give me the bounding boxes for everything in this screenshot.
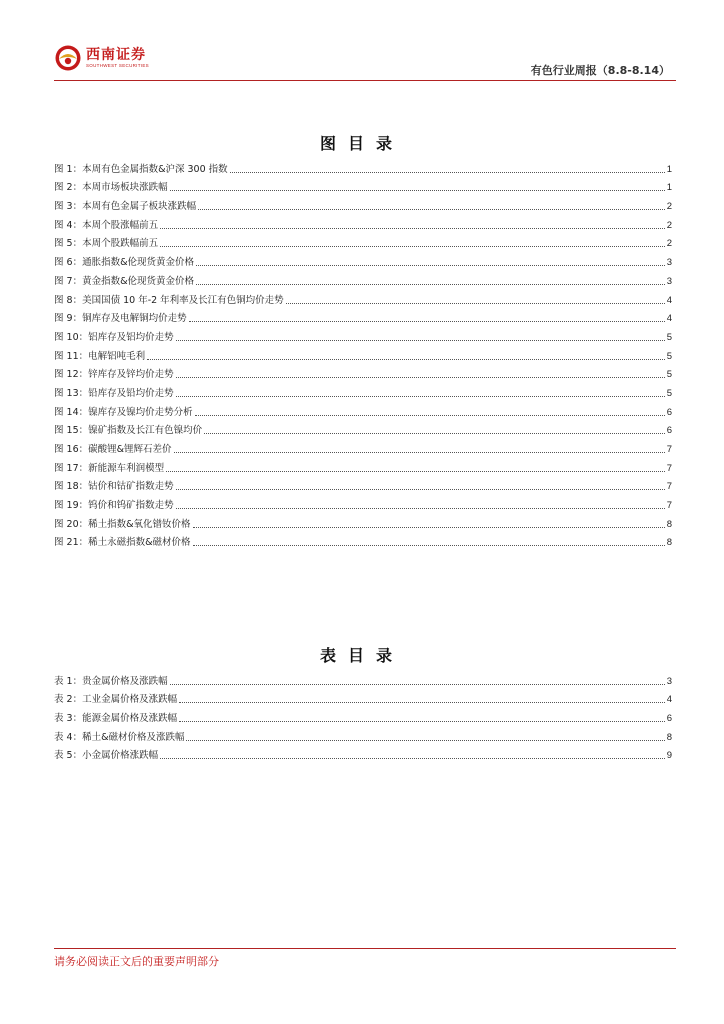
toc-entry-page[interactable]: 5 xyxy=(666,331,672,343)
toc-entry-label[interactable]: 图 3：本周有色金属子板块涨跌幅 xyxy=(54,201,197,213)
toc-entry[interactable] xyxy=(54,325,672,344)
toc-dot-leader xyxy=(160,228,665,229)
toc-entry-page[interactable]: 3 xyxy=(666,675,672,687)
toc-entry-label[interactable]: 图 9：铜库存及电解铜均价走势 xyxy=(54,313,187,325)
toc-entry-label[interactable]: 图 12：锌库存及锌均价走势 xyxy=(54,369,174,381)
header-divider xyxy=(54,80,676,81)
toc-dot-leader xyxy=(204,433,665,434)
toc-entry-page[interactable]: 7 xyxy=(666,444,672,455)
toc-entry[interactable] xyxy=(54,419,672,438)
toc-entry-label[interactable]: 图 13：铅库存及铅均价走势 xyxy=(54,387,174,399)
toc-entry-page[interactable]: 8 xyxy=(666,518,672,530)
figures-toc-title: 图目录 xyxy=(319,134,404,153)
toc-entry-label[interactable]: 图 14：镍库存及镍均价走势分析 xyxy=(54,406,193,418)
toc-entry-label[interactable]: 图 20：稀土指数&氧化镨钕价格 xyxy=(54,518,191,530)
toc-entry-label[interactable]: 图 6：通胀指数&伦现货黄金价格 xyxy=(54,257,194,269)
toc-entry[interactable] xyxy=(54,381,672,400)
toc-dot-leader xyxy=(195,415,665,416)
toc-entry[interactable] xyxy=(54,531,672,550)
toc-dot-leader xyxy=(196,265,665,266)
toc-entry-page[interactable]: 5 xyxy=(666,369,672,381)
report-title: 有色行业周报（8.8-8.14） xyxy=(530,64,670,77)
toc-entry[interactable] xyxy=(54,307,672,326)
toc-entry[interactable] xyxy=(54,706,672,725)
toc-entry-label[interactable]: 图 11：电解铝吨毛利 xyxy=(54,350,146,362)
toc-dot-leader xyxy=(179,702,665,703)
toc-entry-page[interactable]: 4 xyxy=(666,694,672,706)
toc-entry-page[interactable]: 3 xyxy=(666,257,672,269)
toc-dot-leader xyxy=(147,359,665,360)
tables-toc-title: 表目录 xyxy=(319,646,404,665)
toc-entry-label[interactable]: 图 16：碳酸锂&锂辉石差价 xyxy=(54,444,172,455)
toc-dot-leader xyxy=(160,246,665,247)
toc-entry[interactable] xyxy=(54,437,672,456)
toc-dot-leader xyxy=(176,489,665,490)
toc-entry-label[interactable]: 图 17：新能源车利润模型 xyxy=(54,462,165,474)
toc-dot-leader xyxy=(198,209,665,210)
toc-entry-label[interactable]: 图 19：钨价和钨矿指数走势 xyxy=(54,500,174,512)
toc-entry-page[interactable]: 7 xyxy=(666,462,672,474)
toc-entry-label[interactable]: 表 4：稀土&磁材价格及涨跌幅 xyxy=(54,731,185,743)
toc-dot-leader xyxy=(170,684,665,685)
toc-entry-page[interactable]: 8 xyxy=(666,537,672,549)
toc-entry[interactable] xyxy=(54,213,672,232)
toc-entry[interactable] xyxy=(54,344,672,363)
toc-dot-leader xyxy=(176,377,665,378)
toc-entry-label[interactable]: 图 7：黄金指数&伦现货黄金价格 xyxy=(54,275,194,287)
toc-entry[interactable] xyxy=(54,269,672,288)
toc-entry[interactable] xyxy=(54,288,672,307)
toc-entry-page[interactable]: 5 xyxy=(666,350,672,362)
footer-disclaimer: 请务必阅读正文后的重要声明部分 xyxy=(54,955,219,968)
toc-entry-page[interactable]: 6 xyxy=(666,425,672,437)
toc-dot-leader xyxy=(189,321,665,322)
toc-entry-label[interactable]: 图 15：镍矿指数及长江有色镍均价 xyxy=(54,425,203,437)
toc-entry-page[interactable]: 1 xyxy=(666,163,672,175)
toc-entry[interactable] xyxy=(54,493,672,512)
toc-entry-page[interactable]: 7 xyxy=(666,500,672,512)
toc-entry-page[interactable]: 1 xyxy=(666,182,672,194)
toc-entry-label[interactable]: 表 1：贵金属价格及涨跌幅 xyxy=(54,675,168,687)
toc-entry-label[interactable]: 图 8：美国国债 10 年-2 年利率及长江有色铜均价走势 xyxy=(54,294,284,306)
toc-dot-leader xyxy=(193,545,665,546)
toc-dot-leader xyxy=(193,527,665,528)
toc-entry[interactable] xyxy=(54,194,672,213)
company-logo xyxy=(54,44,149,72)
toc-entry[interactable] xyxy=(54,157,672,176)
toc-entry-page[interactable]: 2 xyxy=(666,219,672,231)
toc-entry-page[interactable]: 5 xyxy=(666,387,672,399)
toc-entry[interactable] xyxy=(54,669,672,688)
toc-entry[interactable] xyxy=(54,363,672,382)
toc-dot-leader xyxy=(196,284,665,285)
toc-entry[interactable] xyxy=(54,475,672,494)
toc-entry[interactable] xyxy=(54,176,672,195)
toc-entry[interactable] xyxy=(54,725,672,744)
toc-entry[interactable] xyxy=(54,688,672,707)
toc-entry-page[interactable]: 4 xyxy=(666,294,672,306)
toc-entry-page[interactable]: 8 xyxy=(666,731,672,743)
toc-entry[interactable] xyxy=(54,232,672,251)
logo-text-en: SOUTHWEST SECURITIES xyxy=(86,63,149,68)
toc-dot-leader xyxy=(179,721,665,722)
toc-entry-label[interactable]: 表 5：小金属价格涨跌幅 xyxy=(54,750,159,762)
tables-toc-list xyxy=(54,669,672,762)
toc-dot-leader xyxy=(160,758,665,759)
toc-entry-label[interactable]: 图 2：本周市场板块涨跌幅 xyxy=(54,182,168,194)
logo-emblem-icon xyxy=(54,44,82,72)
toc-entry-page[interactable]: 2 xyxy=(666,238,672,250)
toc-dot-leader xyxy=(176,396,665,397)
toc-entry[interactable] xyxy=(54,512,672,531)
toc-entry-page[interactable]: 6 xyxy=(666,713,672,725)
page-header xyxy=(0,0,724,84)
figures-toc-list xyxy=(54,157,672,549)
toc-entry[interactable] xyxy=(54,744,672,763)
toc-dot-leader xyxy=(286,303,665,304)
toc-entry-label[interactable]: 图 5：本周个股跌幅前五 xyxy=(54,238,159,250)
toc-dot-leader xyxy=(230,172,665,173)
toc-entry-label[interactable]: 图 4：本周个股涨幅前五 xyxy=(54,219,159,231)
toc-entry-label[interactable]: 图 1：本周有色金属指数&沪深 300 指数 xyxy=(54,163,228,175)
toc-entry[interactable] xyxy=(54,456,672,475)
toc-dot-leader xyxy=(170,190,665,191)
toc-entry[interactable] xyxy=(54,250,672,269)
toc-entry[interactable] xyxy=(54,400,672,419)
toc-dot-leader xyxy=(166,471,665,472)
toc-entry-page[interactable]: 2 xyxy=(666,201,672,213)
toc-dot-leader xyxy=(176,508,665,509)
toc-dot-leader xyxy=(186,740,664,741)
logo-text-cn: 西南证券 xyxy=(86,47,146,63)
toc-entry-label[interactable]: 表 3：能源金属价格及涨跌幅 xyxy=(54,713,178,725)
toc-entry-page[interactable]: 4 xyxy=(666,313,672,325)
toc-entry-label[interactable]: 图 21：稀土永磁指数&磁材价格 xyxy=(54,537,191,549)
toc-entry-page[interactable]: 9 xyxy=(666,750,672,762)
toc-entry-page[interactable]: 3 xyxy=(666,275,672,287)
toc-entry-label[interactable]: 表 2：工业金属价格及涨跌幅 xyxy=(54,694,178,706)
toc-entry-page[interactable]: 7 xyxy=(666,481,672,493)
toc-dot-leader xyxy=(174,452,665,453)
toc-dot-leader xyxy=(176,340,665,341)
toc-entry-page[interactable]: 6 xyxy=(666,406,672,418)
footer-divider xyxy=(54,948,676,949)
toc-entry-label[interactable]: 图 10：铝库存及铝均价走势 xyxy=(54,331,174,343)
toc-entry-label[interactable]: 图 18：钴价和钴矿指数走势 xyxy=(54,481,174,493)
